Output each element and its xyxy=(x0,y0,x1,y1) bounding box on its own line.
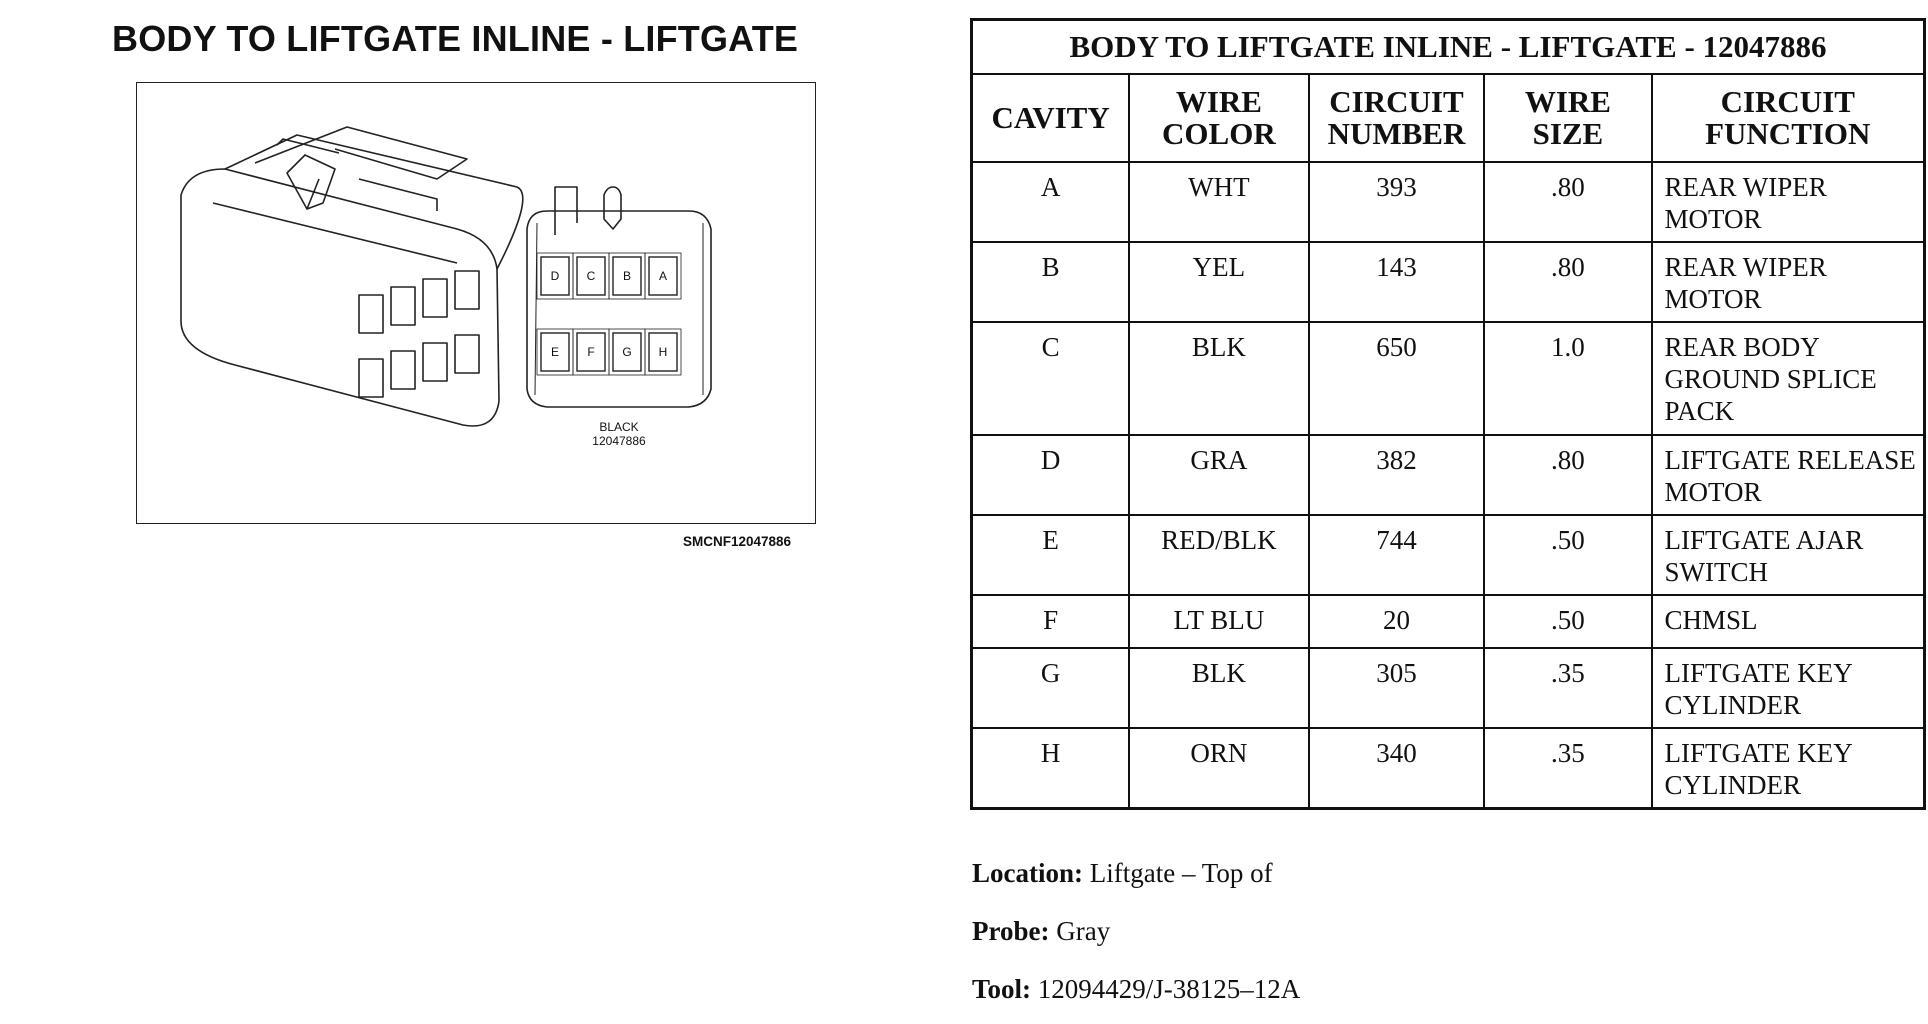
wire-color-cell: GRA xyxy=(1129,435,1308,515)
cavity-label-d: D xyxy=(550,269,560,283)
connector-title: BODY TO LIFTGATE INLINE - LIFTGATE xyxy=(112,18,799,59)
circuit-number-cell: 305 xyxy=(1309,648,1485,728)
circuit-function-cell: LIFTGATE KEY CYLINDER xyxy=(1652,648,1925,728)
table-row xyxy=(972,435,1925,515)
cavity-cell: B xyxy=(972,242,1130,322)
table-row xyxy=(972,515,1925,595)
header-wire-size: WIRE SIZE xyxy=(1484,74,1651,162)
table-row xyxy=(972,242,1925,322)
table-row xyxy=(972,728,1925,809)
circuit-number-cell: 744 xyxy=(1309,515,1485,595)
cavity-cell: C xyxy=(972,322,1130,435)
header-circuit-number: CIRCUIT NUMBER xyxy=(1309,74,1485,162)
cavity-cell: F xyxy=(972,595,1130,648)
cavity-cell: H xyxy=(972,728,1130,809)
connector-part-label: 12047886 xyxy=(592,434,646,448)
wire-size-cell: 1.0 xyxy=(1484,322,1651,435)
header-wire-color: WIRE COLOR xyxy=(1129,74,1308,162)
circuit-function-cell: CHMSL xyxy=(1652,595,1925,648)
wire-size-cell: .50 xyxy=(1484,595,1651,648)
connector-table xyxy=(970,18,1926,810)
location-line xyxy=(972,858,1273,889)
figure-id: SMCNF12047886 xyxy=(683,534,792,549)
wire-color-cell: WHT xyxy=(1129,162,1308,242)
probe-line xyxy=(972,916,1110,947)
table-row xyxy=(972,648,1925,728)
circuit-function-cell: REAR BODY GROUND SPLICE PACK xyxy=(1652,322,1925,435)
table-row xyxy=(972,595,1925,648)
circuit-number-cell: 650 xyxy=(1309,322,1485,435)
wire-color-cell: BLK xyxy=(1129,648,1308,728)
table-row xyxy=(972,162,1925,242)
table-title: BODY TO LIFTGATE INLINE - LIFTGATE - 12047886 xyxy=(972,20,1925,75)
cavity-cell: D xyxy=(972,435,1130,515)
wire-color-cell: LT BLU xyxy=(1129,595,1308,648)
cavity-label-c: C xyxy=(586,269,596,283)
wire-size-cell: .35 xyxy=(1484,728,1651,809)
wire-color-cell: BLK xyxy=(1129,322,1308,435)
cavity-label-h: H xyxy=(658,345,668,359)
circuit-number-cell: 340 xyxy=(1309,728,1485,809)
wire-size-cell: .80 xyxy=(1484,162,1651,242)
probe-value: Gray xyxy=(1056,916,1111,946)
cavity-label-a: A xyxy=(658,269,668,283)
cavity-label-b: B xyxy=(622,269,632,283)
circuit-number-cell: 382 xyxy=(1309,435,1485,515)
wire-color-cell: RED/BLK xyxy=(1129,515,1308,595)
cavity-cell: A xyxy=(972,162,1130,242)
connector-diagram xyxy=(136,82,816,524)
connector-illustration xyxy=(137,83,817,525)
end-face-cavities xyxy=(359,271,479,397)
header-circuit-function: CIRCUIT FUNCTION xyxy=(1652,74,1925,162)
tool-line xyxy=(972,974,1300,1005)
connector-color-label: BLACK xyxy=(599,420,639,434)
tool-label: Tool: xyxy=(972,974,1032,1004)
wire-size-cell: .35 xyxy=(1484,648,1651,728)
circuit-number-cell: 143 xyxy=(1309,242,1485,322)
header-cavity: CAVITY xyxy=(972,74,1130,162)
circuit-number-cell: 20 xyxy=(1309,595,1485,648)
location-value: Liftgate – Top of xyxy=(1089,858,1273,888)
wire-size-cell: .50 xyxy=(1484,515,1651,595)
cavity-label-e: E xyxy=(550,345,560,359)
circuit-number-cell: 393 xyxy=(1309,162,1485,242)
cavity-cell: G xyxy=(972,648,1130,728)
circuit-function-cell: LIFTGATE KEY CYLINDER xyxy=(1652,728,1925,809)
tool-value: 12094429/J-38125–12A xyxy=(1037,974,1301,1004)
circuit-function-cell: LIFTGATE AJAR SWITCH xyxy=(1652,515,1925,595)
circuit-function-cell: REAR WIPER MOTOR xyxy=(1652,162,1925,242)
wire-color-cell: ORN xyxy=(1129,728,1308,809)
location-label: Location: xyxy=(972,858,1083,888)
cavity-label-g: G xyxy=(622,345,632,359)
wire-size-cell: .80 xyxy=(1484,242,1651,322)
table-row xyxy=(972,322,1925,435)
circuit-function-cell: REAR WIPER MOTOR xyxy=(1652,242,1925,322)
cavity-cell: E xyxy=(972,515,1130,595)
circuit-function-cell: LIFTGATE RELEASE MOTOR xyxy=(1652,435,1925,515)
cavity-label-f: F xyxy=(587,345,595,359)
probe-label: Probe: xyxy=(972,916,1050,946)
wire-color-cell: YEL xyxy=(1129,242,1308,322)
wire-size-cell: .80 xyxy=(1484,435,1651,515)
